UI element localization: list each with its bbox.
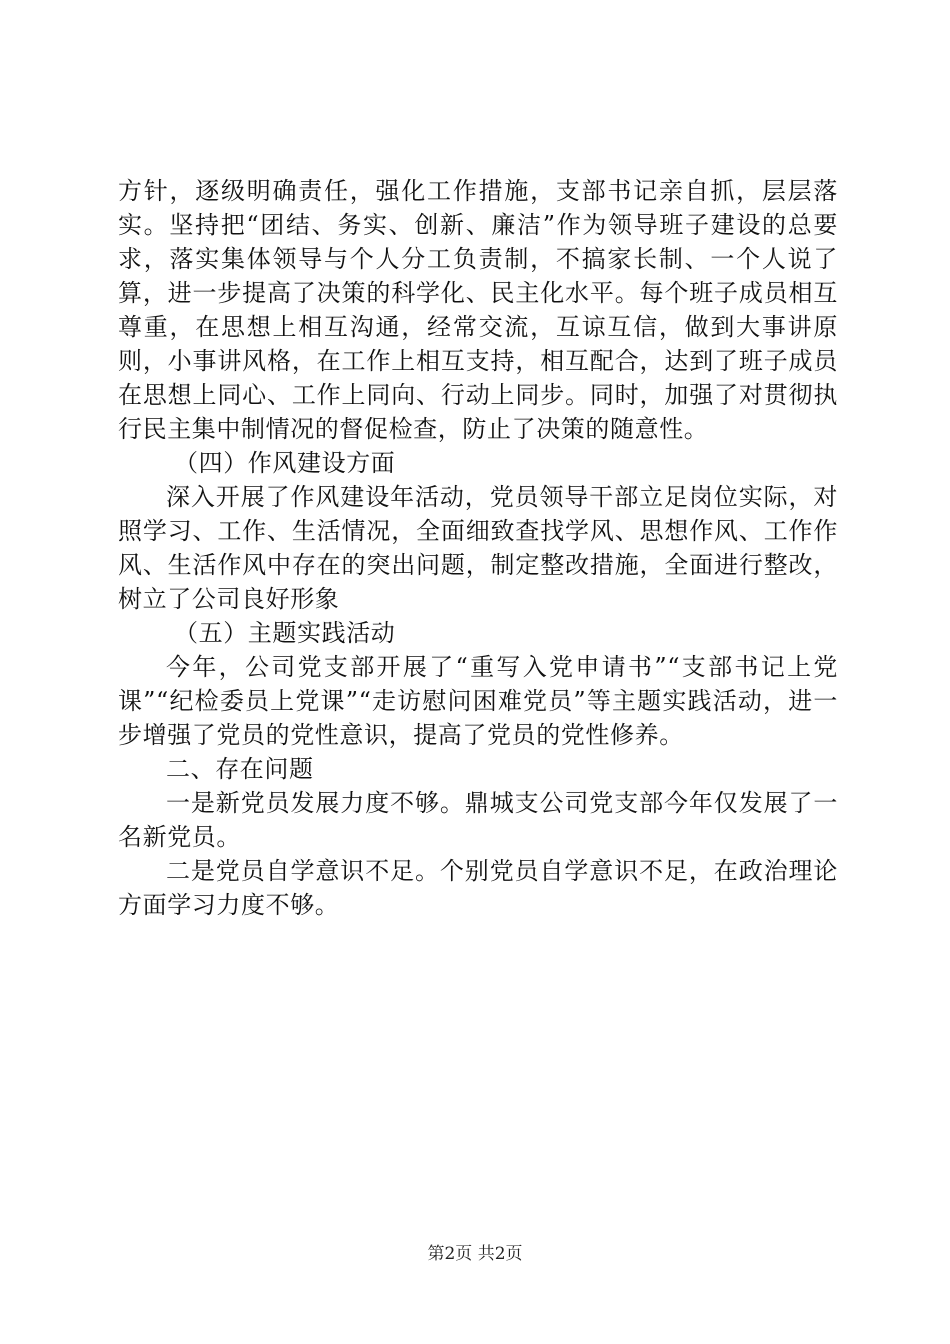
- paragraph-problem-one: 一是新党员发展力度不够。鼎城支公司党支部今年仅发展了一名新党员。: [118, 789, 838, 851]
- paragraph-work-style: 深入开展了作风建设年活动，党员领导干部立足岗位实际，对照学习、工作、生活情况，全面细致查找学风、思想作风、工作作风、生活作风中存在的突出问题，制定整改措施，全面进行整改，树立了公司良好形象: [118, 483, 838, 613]
- subheading-work-style: （四）作风建设方面: [174, 449, 396, 477]
- document-body: [118, 174, 838, 922]
- paragraph-problem-two: 二是党员自学意识不足。个别党员自学意识不足，在政治理论方面学习力度不够。: [118, 857, 838, 919]
- paragraph-leadership: 方针，逐级明确责任，强化工作措施，支部书记亲自抓，层层落实。坚持把“团结、务实、创新、廉洁”作为领导班子建设的总要求，落实集体领导与个人分工负责制，不搞家长制、一个人说了算，进一步提高了决策的科学化、民主化水平。每个班子成员相互尊重，在思想上相互沟通，经常交流，互谅互信，做到大事讲原则，小事讲风格，在工作上相互支持，相互配合，达到了班子成员在思想上同心、工作上同向、行动上同步。同时，加强了对贯彻执行民主集中制情况的督促检查，防止了决策的随意性。: [118, 177, 838, 443]
- section-heading-problems: 二、存在问题: [166, 755, 314, 783]
- page-footer: 第2页 共2页: [427, 1244, 523, 1264]
- subheading-theme-activities: （五）主题实践活动: [174, 619, 396, 647]
- paragraph-theme-activities: 今年，公司党支部开展了“重写入党申请书”“支部书记上党课”“纪检委员上党课”“走访慰问困难党员”等主题实践活动，进一步增强了党员的党性意识，提高了党员的党性修养。: [118, 653, 838, 749]
